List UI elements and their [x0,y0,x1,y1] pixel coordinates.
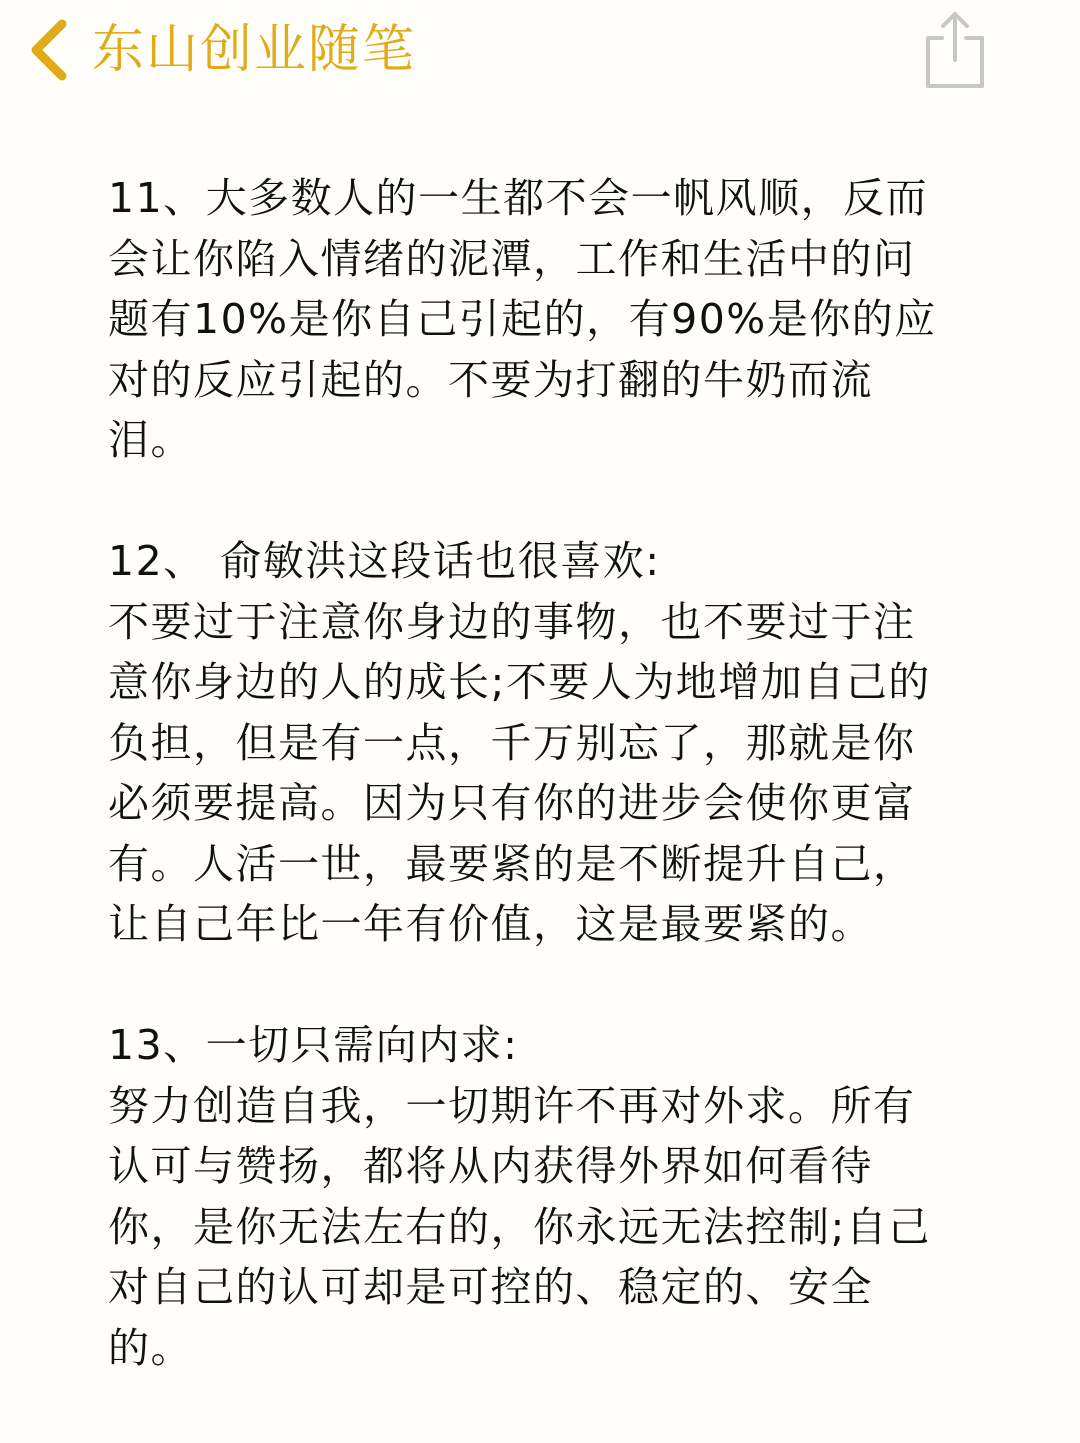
note-line: 必须要提高。因为只有你的进步会使你更富 [108,779,916,827]
note-line: 让自己年比一年有价值，这是最要紧的。 [108,900,873,948]
note-line: 会让你陷入情绪的泥潭，工作和生活中的问 [108,234,916,283]
note-body[interactable] [108,168,968,1378]
note-paragraph [108,168,968,471]
note-line: 努力创造自我，一切期许不再对外求。所有 [108,1081,916,1130]
navigation-bar [0,0,1080,110]
note-line: 对自己的认可却是可控的、稳定的、安全 [108,1263,873,1311]
note-line: 12、 俞敏洪这段话也很喜欢: [108,537,661,585]
note-paragraph [108,531,968,955]
share-button[interactable] [920,8,988,90]
paragraph-gap [108,471,968,532]
note-line: 不要过于注意你身边的事物，也不要过于注 [108,597,916,646]
chevron-left-icon [26,18,70,82]
note-line: 意你身边的人的成长;不要人为地增加自己的 [108,658,931,706]
note-line: 对的反应引起的。不要为打翻的牛奶而流 [108,355,873,404]
back-title: 东山创业随笔 [92,20,417,80]
note-line: 泪。 [108,416,193,464]
paragraph-gap [108,955,968,1016]
note-line: 你，是你无法左右的，你永远无法控制;自己 [108,1202,931,1251]
note-line: 13、一切只需向内求: [108,1021,519,1069]
note-line: 有。人活一世，最要紧的是不断提升自己， [108,839,916,888]
note-line: 的。 [108,1323,193,1372]
back-button[interactable] [26,18,416,82]
note-line: 认可与赞扬，都将从内获得外界如何看待 [108,1142,873,1190]
note-line: 负担，但是有一点，千万别忘了，那就是你 [108,718,916,767]
note-line: 题有10%是你自己引起的，有90%是你的应 [108,295,937,343]
share-icon [920,75,988,94]
note-line: 11、大多数人的一生都不会一帆风顺，反而 [108,174,929,222]
note-paragraph [108,1015,968,1378]
